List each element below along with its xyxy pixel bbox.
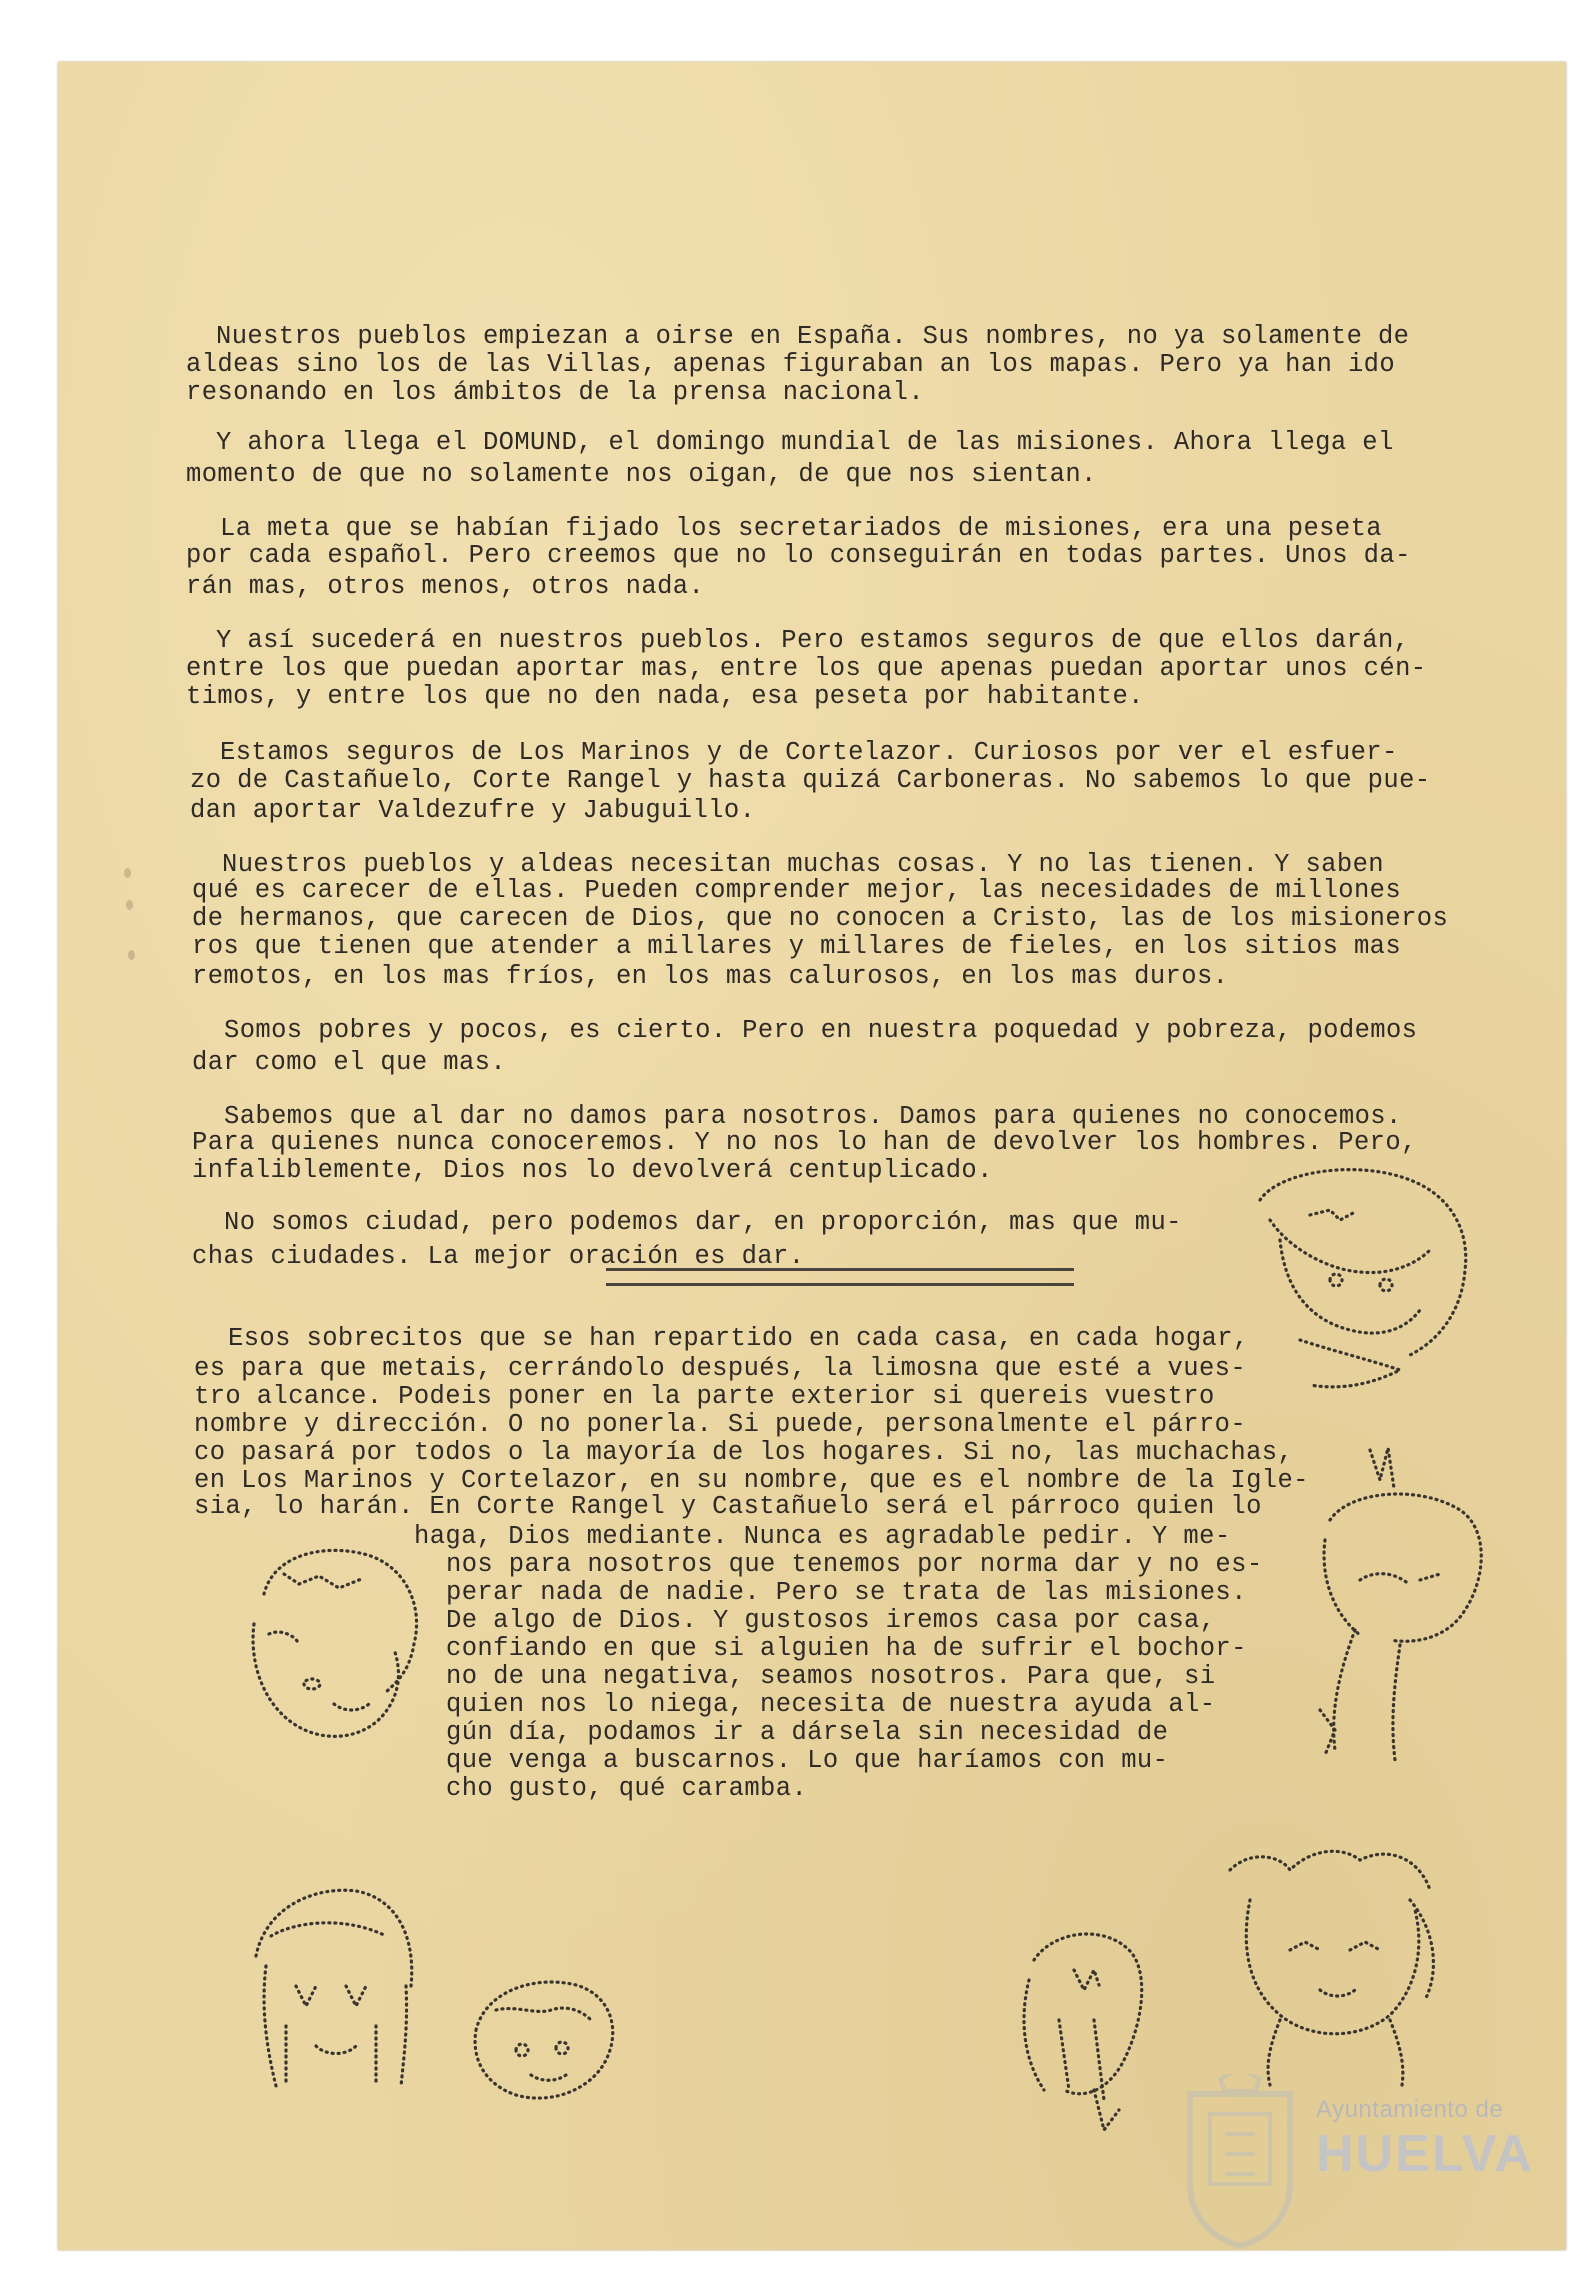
text-line: en Los Marinos y Cortelazor, en su nombre, que es el nombre de la Igle- xyxy=(194,1466,1309,1495)
text-line: Para quienes nunca conoceremos. Y no nos lo han de devolver los hombres. Pero, xyxy=(192,1128,1417,1157)
text-line: tro alcance. Podeis poner en la parte exterior si quereis vuestro xyxy=(194,1382,1215,1411)
text-line: timos, y entre los que no den nada, esa peseta por habitante. xyxy=(186,682,1144,711)
text-line: Sabemos que al dar no damos para nosotros. Damos para quienes no conocemos. xyxy=(224,1102,1402,1131)
text-line: Somos pobres y pocos, es cierto. Pero en nuestra poquedad y pobreza, podemos xyxy=(224,1016,1418,1045)
double-rule-divider xyxy=(606,1268,1074,1286)
text-line: haga, Dios mediante. Nunca es agradable pedir. Y me- xyxy=(414,1522,1231,1551)
text-line: infaliblemente, Dios nos lo devolverá centuplicado. xyxy=(192,1156,993,1185)
text-line: Estamos seguros de Los Marinos y de Cortelazor. Curiosos por ver el esfuer- xyxy=(220,738,1398,767)
text-line: rán mas, otros menos, otros nada. xyxy=(186,572,705,601)
text-line: ros que tienen que atender a millares y millares de fieles, en los sitios mas xyxy=(192,932,1402,961)
text-line: nombre y dirección. O no ponerla. Si puede, personalmente el párro- xyxy=(194,1410,1247,1439)
text-line: Nuestros pueblos y aldeas necesitan muchas cosas. Y no las tienen. Y saben xyxy=(222,850,1384,879)
text-line: perar nada de nadie. Pero se trata de las misiones. xyxy=(446,1578,1247,1607)
text-line: confiando en que si alguien ha de sufrir el bochor- xyxy=(446,1634,1247,1663)
text-line: qué es carecer de ellas. Pueden comprender mejor, las necesidades de millones xyxy=(192,876,1402,905)
text-line: no de una negativa, seamos nosotros. Para que, si xyxy=(446,1662,1216,1691)
face-sketch-bottom-left xyxy=(456,1970,626,2110)
text-line: Y ahora llega el DOMUND, el domingo mundial de las misiones. Ahora llega el xyxy=(216,428,1394,457)
text-line: quien nos lo niega, necesita de nuestra ayuda al- xyxy=(446,1690,1216,1719)
text-line: cho gusto, qué caramba. xyxy=(446,1774,808,1803)
text-line: gún día, podamos ir a dársela sin necesidad de xyxy=(446,1718,1169,1747)
text-line: es para que metais, cerrándolo después, la limosna que esté a vues- xyxy=(194,1354,1247,1383)
text-line: Esos sobrecitos que se han repartido en cada casa, en cada hogar, xyxy=(228,1324,1249,1353)
girl-sketch-bottom-right xyxy=(1210,1840,1460,2090)
text-line: dan aportar Valdezufre y Jabuguillo. xyxy=(190,796,756,825)
face-sketch-bottom-center xyxy=(1004,1920,1154,2140)
text-line: Nuestros pueblos empiezan a oirse en España. Sus nombres, no ya solamente de xyxy=(216,322,1410,351)
face-sketch-right xyxy=(1300,1440,1500,1780)
text-line: Y así sucederá en nuestros pueblos. Pero estamos seguros de que ellos darán, xyxy=(216,626,1410,655)
girl-sketch-bottom-left xyxy=(236,1876,426,2096)
text-line: remotos, en los mas fríos, en los mas calurosos, en los mas duros. xyxy=(192,962,1229,991)
text-line: que venga a buscarnos. Lo que haríamos con mu- xyxy=(446,1746,1169,1775)
text-line: por cada español. Pero creemos que no lo conseguirán en todas partes. Unos da- xyxy=(186,541,1411,570)
text-line: resonando en los ámbitos de la prensa nacional. xyxy=(186,378,925,407)
text-line: co pasará por todos o la mayoría de los hogares. Si no, las muchachas, xyxy=(194,1438,1294,1467)
face-sketch-top-right xyxy=(1240,1160,1480,1420)
text-line: La meta que se habían fijado los secretariados de misiones, era una peseta xyxy=(220,514,1382,543)
watermark-line2: HUELVA xyxy=(1316,2125,1535,2183)
text-line: nos para nosotros que tenemos por norma dar y no es- xyxy=(446,1550,1263,1579)
text-line: entre los que puedan aportar mas, entre los que apenas puedan aportar unos cén- xyxy=(186,654,1427,683)
text-line: sia, lo harán. En Corte Rangel y Castañuelo será el párroco quien lo xyxy=(194,1492,1262,1521)
face-sketch-left xyxy=(234,1534,434,1764)
text-line: No somos ciudad, pero podemos dar, en proporción, mas que mu- xyxy=(224,1208,1182,1237)
text-line: De algo de Dios. Y gustosos iremos casa por casa, xyxy=(446,1606,1216,1635)
text-line: chas ciudades. La mejor oración es dar. xyxy=(192,1242,805,1271)
text-line: momento de que no solamente nos oigan, de que nos sientan. xyxy=(186,460,1097,489)
text-line: zo de Castañuelo, Corte Rangel y hasta quizá Carboneras. No sabemos lo que pue- xyxy=(190,766,1431,795)
text-line: de hermanos, que carecen de Dios, que no conocen a Cristo, las de los misioneros xyxy=(192,904,1449,933)
text-line: dar como el que mas. xyxy=(192,1048,507,1077)
text-line: aldeas sino los de las Villas, apenas figuraban an los mapas. Pero ya han ido xyxy=(186,350,1396,379)
watermark-line1: Ayuntamiento de xyxy=(1316,2096,1504,2123)
